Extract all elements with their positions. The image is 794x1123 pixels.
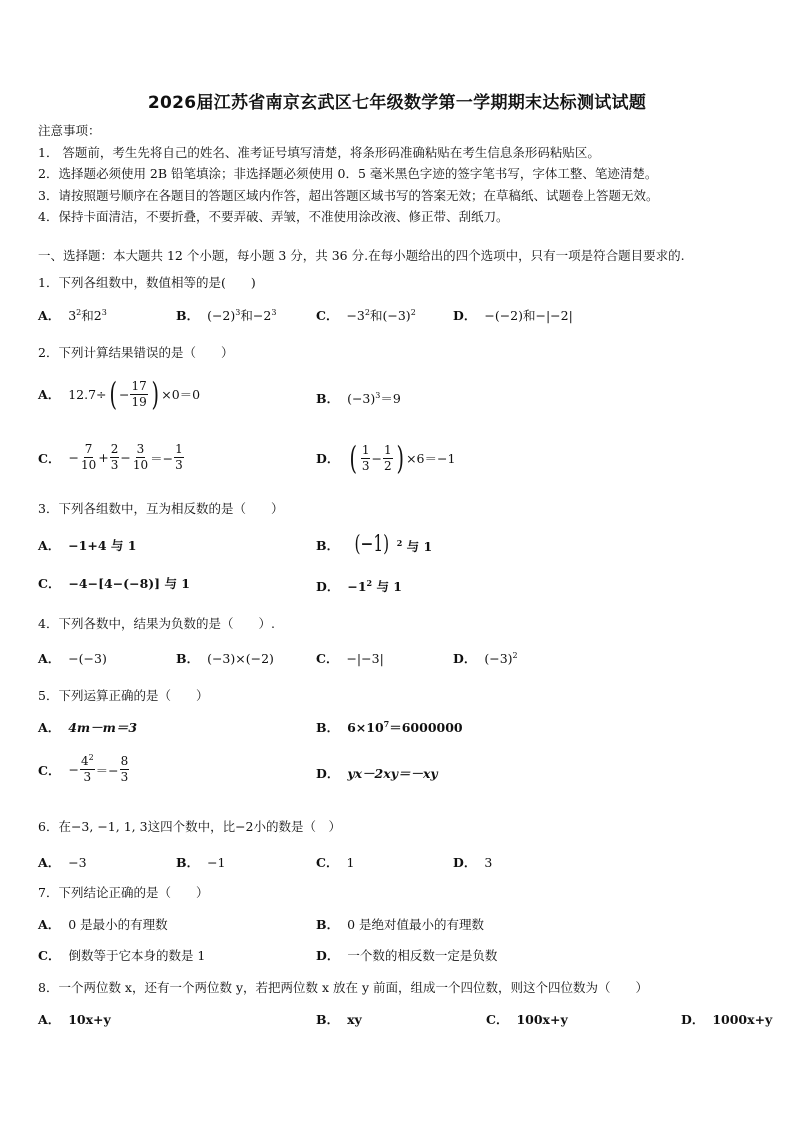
q6-option-d[interactable] (453, 853, 492, 871)
q5-option-b[interactable] (316, 718, 463, 736)
q8-option-c[interactable] (486, 1010, 568, 1028)
option-key: A． (38, 720, 61, 735)
q8d-text: 1000x+y (712, 1011, 773, 1027)
question-1: 1．下列各组数中，数值相等的是( ) (38, 275, 256, 290)
option-key: D． (453, 651, 477, 666)
fraction (110, 442, 120, 473)
fraction (174, 442, 184, 473)
question-4: 4．下列各数中，结果为负数的是（ ）. (38, 616, 275, 631)
q1c-and: 和 (369, 308, 383, 323)
q5b-exp: 7 (383, 719, 390, 729)
left-paren: ( (109, 375, 117, 413)
q1-option-b[interactable] (176, 306, 276, 324)
option-key: A． (38, 651, 61, 666)
denominator: 3 (83, 770, 92, 784)
q3-option-c[interactable] (38, 574, 190, 592)
fraction (383, 443, 393, 474)
option-key: B． (176, 651, 200, 666)
q5b-post: ＝6000000 (389, 720, 463, 735)
option-key: C． (38, 762, 61, 778)
fraction (132, 442, 149, 473)
question-2: 2．下列计算结果错误的是（ ） (38, 345, 234, 360)
option-key: B． (316, 538, 340, 553)
option-key: D． (316, 579, 340, 594)
denominator: 3 (175, 458, 183, 472)
q3-option-d[interactable] (316, 577, 402, 595)
q7-option-b[interactable] (316, 915, 484, 933)
q8-option-d[interactable] (681, 1010, 772, 1028)
q3b-left: (−1) (354, 532, 390, 557)
q6-option-a[interactable] (38, 853, 87, 871)
q7b-text: 0 是绝对值最小的有理数 (347, 917, 485, 932)
q4d-left: (−3) (484, 650, 513, 666)
q4-option-b[interactable] (176, 649, 274, 667)
q4d-exp: 2 (512, 650, 518, 660)
q5a-text: 4m－m＝3 (68, 720, 138, 735)
q2c-minus2: − (120, 450, 131, 465)
q1a-exp2: 3 (101, 308, 107, 317)
option-key: D． (453, 308, 477, 323)
notes-block (38, 120, 658, 228)
q7-option-a[interactable] (38, 915, 168, 933)
q8-option-b[interactable] (316, 1010, 362, 1028)
q7d-text: 一个数的相反数一定是负数 (347, 948, 498, 963)
option-key: C． (316, 855, 339, 870)
note-item: 2．选择题必须使用 2B 铅笔填涂；非选择题必须使用 0．5 毫米黑色字迹的签字笔书写，字体工整、笔迹清楚。 (38, 166, 658, 181)
q2c-eq: ＝− (150, 450, 174, 466)
q3b-post: 与 1 (402, 539, 433, 554)
numerator: 1 (361, 442, 370, 457)
right-paren: ) (396, 439, 404, 477)
q1-option-c[interactable] (316, 306, 416, 324)
q1c-exp2: 2 (410, 308, 416, 317)
option-key: C． (38, 450, 61, 466)
q7-option-d[interactable] (316, 946, 497, 964)
q4b-text: (−3)×(−2) (207, 650, 274, 666)
q1a-base2: 2 (93, 308, 102, 323)
fraction (361, 443, 371, 474)
q3d-exp: 2 (366, 578, 373, 588)
q2b-left: (−3) (347, 391, 376, 406)
q5-option-d[interactable] (316, 764, 438, 782)
q6b-text: −1 (207, 854, 226, 870)
note-item: 3．请按照题号顺序在各题目的答题区域内作答，超出答题区域书写的答案无效；在草稿纸、试题卷上答题无效。 (38, 187, 659, 203)
numerator: 1 (175, 442, 183, 456)
q5c-eq: ＝− (95, 762, 119, 778)
page-title: 2026届江苏省南京玄武区七年级数学第一学期期末达标测试试题 (147, 93, 647, 113)
q1b-right: −2 (252, 308, 272, 323)
q5-option-a[interactable] (38, 718, 137, 736)
q8-option-a[interactable] (38, 1010, 111, 1028)
q7-option-c[interactable] (38, 946, 205, 964)
q1c-right: (−3) (382, 308, 411, 323)
question-3: 3．下列各组数中，互为相反数的是（ ） (38, 501, 284, 516)
denominator: 3 (361, 458, 370, 473)
q1a-base1: 3 (68, 308, 77, 323)
q1c-left: −3 (346, 308, 365, 323)
q3-option-b[interactable] (316, 534, 432, 556)
q6-end: 小的数是（ ） (253, 819, 342, 834)
option-key: B． (316, 1012, 340, 1027)
numerator: 2 (110, 442, 119, 456)
numerator: 7 (84, 442, 93, 456)
question-7: 7．下列结论正确的是（ ） (38, 885, 209, 900)
q1-option-a[interactable] (38, 306, 107, 324)
option-key: D． (681, 1012, 705, 1027)
numerator: 3 (136, 442, 145, 456)
q6a-text: −3 (68, 854, 87, 870)
q6-post: 这四个数中，比 (147, 819, 236, 834)
right-paren: ) (151, 375, 159, 413)
q2b-exp: 3 (375, 391, 381, 400)
q6c-text: 1 (346, 854, 355, 870)
numerator (80, 754, 95, 770)
q2b-post: ＝9 (380, 391, 401, 406)
q6d-text: 3 (484, 854, 493, 870)
fraction (120, 754, 130, 785)
q5c-minus: − (68, 762, 79, 777)
denominator: 2 (383, 458, 392, 473)
option-key: C． (38, 948, 61, 963)
notes-heading: 注意事项： (38, 123, 101, 138)
q4-option-d[interactable] (453, 649, 518, 667)
q1b-exp1: 3 (235, 308, 241, 317)
option-key: A． (38, 387, 61, 402)
q8c-text: 100x+y (516, 1011, 568, 1027)
q1b-and: 和 (240, 308, 253, 323)
q2-option-a[interactable] (38, 375, 201, 413)
q4-option-a[interactable] (38, 649, 107, 667)
option-key: A． (38, 1012, 61, 1027)
q6-option-c[interactable] (316, 853, 354, 871)
q1c-exp1: 2 (364, 308, 370, 317)
option-key: C． (486, 1012, 509, 1027)
option-key: B． (176, 308, 200, 323)
q3a-text: −1+4 与 1 (68, 538, 137, 553)
q6-numbers: −3, −1, 1, 3 (70, 819, 148, 834)
q1a-and: 和 (81, 308, 94, 323)
option-key: D． (316, 451, 340, 466)
denominator: 3 (120, 770, 129, 784)
q7c-text: 倒数等于它本身的数是 1 (68, 948, 206, 963)
option-key: C． (38, 576, 61, 591)
q1a-exp1: 2 (76, 308, 82, 317)
question-5: 5．下列运算正确的是（ ） (38, 688, 209, 703)
q5c-num-exp: 2 (88, 753, 94, 762)
q7a-text: 0 是最小的有理数 (68, 917, 168, 932)
q2c-minus: − (68, 450, 79, 465)
q1b-exp2: 3 (271, 308, 277, 317)
q2d-post: ×6＝−1 (406, 451, 456, 466)
fraction (80, 754, 95, 785)
q2a-minus: − (119, 386, 130, 402)
q5-option-c[interactable] (38, 754, 130, 785)
q4a-text: −(−3) (68, 650, 107, 666)
option-key: B． (316, 391, 340, 406)
option-key: A． (38, 308, 61, 323)
q3b-exp: 2 (396, 538, 403, 548)
q1d-text: −(−2)和−|−2| (484, 308, 573, 323)
q1b-left: (−2) (207, 308, 236, 323)
q2-option-b[interactable] (316, 389, 401, 407)
q3d-post: 与 1 (372, 579, 402, 594)
q6-option-b[interactable] (176, 853, 226, 871)
q3c-text: −4−[4−(−8)] 与 1 (68, 576, 190, 591)
q6-pre: 6．在 (38, 819, 71, 834)
note-item: 4．保持卡面清洁，不要折叠，不要弄破、弄皱，不准使用涂改液、修正带、刮纸刀。 (38, 209, 509, 224)
option-key: B． (176, 855, 200, 870)
option-key: A． (38, 855, 61, 870)
numerator: 8 (120, 754, 129, 768)
fraction (130, 379, 147, 410)
q4-option-c[interactable] (316, 649, 384, 667)
option-key: D． (316, 948, 340, 963)
fraction (80, 442, 97, 473)
question-8: 8．一个两位数 x，还有一个两位数 y，若把两位数 x 放在 y 前面，组成一个四位数，则这个四位数为（ ） (38, 980, 649, 995)
option-key: C． (316, 651, 339, 666)
denominator: 10 (132, 458, 149, 472)
q8a-text: 10x+y (68, 1011, 111, 1027)
note-item: 1． 答题前，考生先将自己的姓名、准考证号填写清楚，将条形码准确粘贴在考生信息条形码粘贴区。 (38, 144, 600, 160)
denominator: 10 (80, 458, 97, 472)
option-key: C． (316, 308, 339, 323)
q4c-text: −|−3| (346, 650, 384, 666)
numerator: 17 (131, 378, 147, 393)
q8b-text: xy (347, 1011, 362, 1027)
left-paren: ( (349, 439, 358, 477)
numerator: 1 (383, 442, 392, 457)
q5d-text: yx－2xy＝－xy (347, 766, 438, 781)
option-key: D． (453, 855, 477, 870)
q2c-plus: + (98, 450, 109, 465)
option-key: A． (38, 538, 61, 553)
q3d-left: −1 (347, 579, 367, 594)
q3-option-a[interactable] (38, 536, 136, 554)
q2a-pre: 12.7÷ (68, 386, 107, 402)
section-heading: 一、选择题：本大题共 12 个小题，每小题 3 分，共 36 分.在每小题给出的四个选项中，只有一项是符合题目要求的. (38, 248, 685, 263)
q6-minus-two: −2 (235, 819, 254, 834)
option-key: B． (316, 720, 340, 735)
denominator: 3 (110, 458, 119, 472)
denominator: 19 (131, 394, 147, 409)
question-6 (38, 817, 341, 835)
q2d-minus: − (371, 450, 382, 466)
option-key: A． (38, 917, 61, 932)
q1-option-d[interactable] (453, 306, 573, 324)
q5c-num: 4 (80, 754, 89, 768)
option-key: B． (316, 917, 340, 932)
q5b-pre: 6×10 (347, 720, 384, 735)
option-key: D． (316, 766, 340, 781)
q2-option-d[interactable] (316, 439, 456, 477)
q2a-post: ×0＝0 (161, 387, 201, 402)
q2-option-c[interactable] (38, 442, 185, 473)
